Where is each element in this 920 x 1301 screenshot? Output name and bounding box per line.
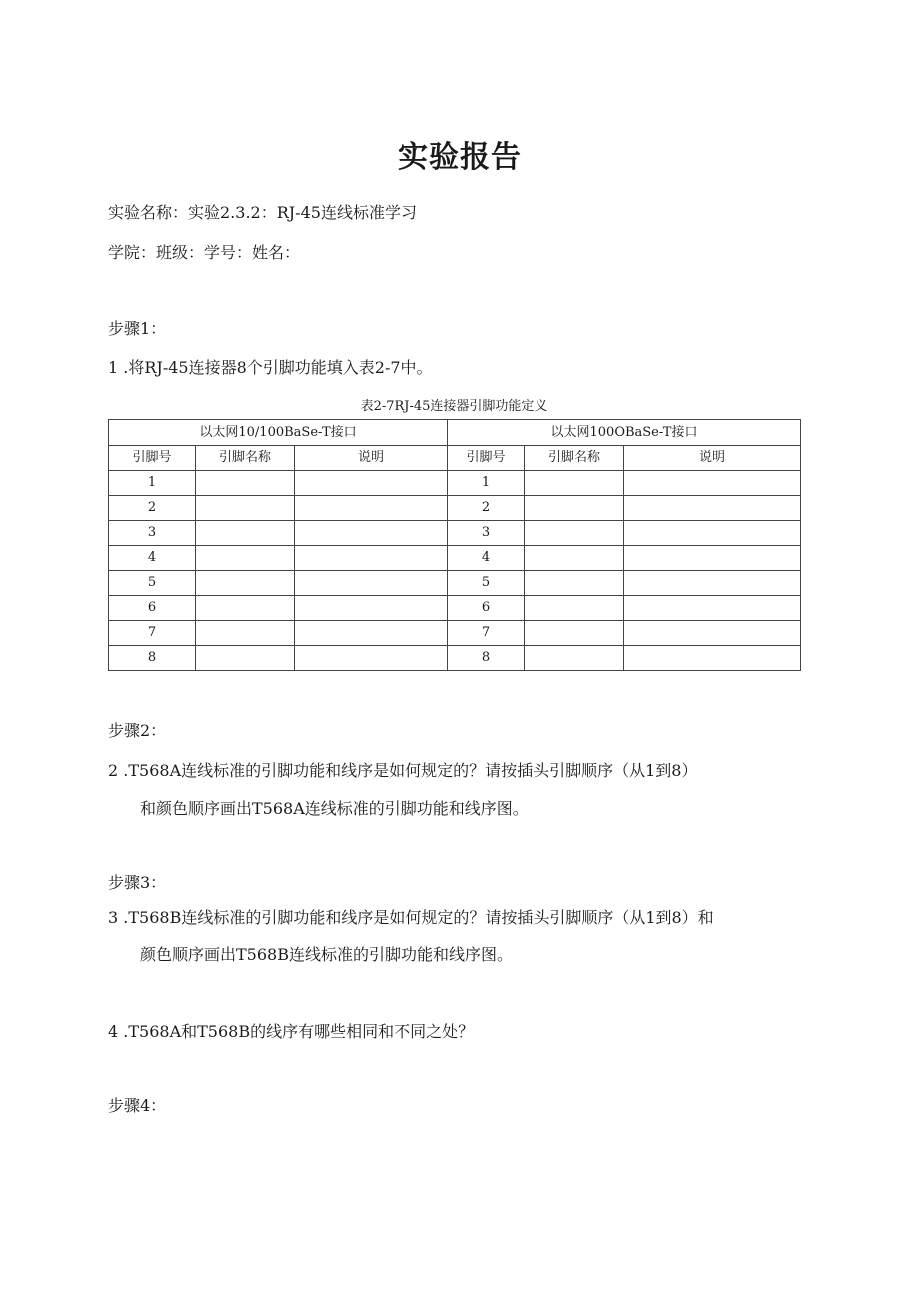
- pin-name-cell[interactable]: [196, 521, 295, 546]
- pin-number-cell: 6: [448, 596, 525, 621]
- table-row: [109, 496, 801, 521]
- description-cell[interactable]: [295, 621, 448, 646]
- pin-number-cell: 8: [448, 646, 525, 671]
- description-cell[interactable]: [295, 571, 448, 596]
- pin-number-cell: 7: [109, 621, 196, 646]
- column-header-description: 说明: [624, 446, 801, 471]
- table-row: [109, 571, 801, 596]
- description-cell[interactable]: [624, 621, 801, 646]
- description-cell[interactable]: [624, 521, 801, 546]
- question-3-line-1: 3 .T568B连线标准的引脚功能和线序是如何规定的？请按插头引脚顺序（从1到8）和: [108, 908, 714, 927]
- pin-name-cell[interactable]: [525, 521, 624, 546]
- pin-name-cell[interactable]: [525, 621, 624, 646]
- description-cell[interactable]: [295, 496, 448, 521]
- pin-number-cell: 1: [109, 471, 196, 496]
- question-4: 4 .T568A和T568B的线序有哪些相同和不同之处？: [108, 1022, 475, 1041]
- step3-label: 步骤3：: [108, 873, 167, 892]
- pin-name-cell[interactable]: [525, 571, 624, 596]
- question-1: 1 .将RJ-45连接器8个引脚功能填入表2-7中。: [108, 358, 433, 377]
- description-cell[interactable]: [624, 646, 801, 671]
- table-row: [109, 471, 801, 496]
- pin-name-cell[interactable]: [525, 546, 624, 571]
- pin-name-cell[interactable]: [196, 471, 295, 496]
- pin-number-cell: 2: [448, 496, 525, 521]
- pin-number-cell: 5: [109, 571, 196, 596]
- pin-name-cell[interactable]: [525, 596, 624, 621]
- pin-number-cell: 5: [448, 571, 525, 596]
- pin-number-cell: 6: [109, 596, 196, 621]
- table-row: [109, 646, 801, 671]
- description-cell[interactable]: [295, 471, 448, 496]
- pin-number-cell: 3: [109, 521, 196, 546]
- pin-name-cell[interactable]: [196, 496, 295, 521]
- description-cell[interactable]: [624, 546, 801, 571]
- description-cell[interactable]: [295, 546, 448, 571]
- pin-name-cell[interactable]: [525, 471, 624, 496]
- table-caption: 表2-7RJ-45连接器引脚功能定义: [360, 399, 548, 414]
- table-group-header-row: [109, 420, 801, 446]
- column-header-pin-name: 引脚名称: [196, 446, 295, 471]
- pin-number-cell: 8: [109, 646, 196, 671]
- table-row: [109, 596, 801, 621]
- description-cell[interactable]: [624, 496, 801, 521]
- column-header-description: 说明: [295, 446, 448, 471]
- description-cell[interactable]: [295, 646, 448, 671]
- step2-label: 步骤2：: [108, 721, 167, 740]
- column-header-pin-name: 引脚名称: [525, 446, 624, 471]
- pin-name-cell[interactable]: [196, 621, 295, 646]
- step1-label: 步骤1：: [108, 319, 167, 338]
- pin-number-cell: 1: [448, 471, 525, 496]
- question-2-line-2: 和颜色顺序画出T568A连线标准的引脚功能和线序图。: [140, 799, 529, 818]
- pin-number-cell: 3: [448, 521, 525, 546]
- description-cell[interactable]: [624, 471, 801, 496]
- pin-name-cell[interactable]: [196, 546, 295, 571]
- pin-name-cell[interactable]: [525, 646, 624, 671]
- table-row: [109, 621, 801, 646]
- experiment-name: 实验名称：实验2.3.2：RJ-45连线标准学习: [108, 203, 417, 222]
- column-header-pin-number: 引脚号: [109, 446, 196, 471]
- student-info-line: 学院：班级：学号：姓名：: [108, 243, 301, 262]
- pin-number-cell: 4: [109, 546, 196, 571]
- table-row: [109, 521, 801, 546]
- pin-number-cell: 7: [448, 621, 525, 646]
- pin-name-cell[interactable]: [196, 646, 295, 671]
- table-column-header-row: [109, 446, 801, 471]
- question-3-line-2: 颜色顺序画出T568B连线标准的引脚功能和线序图。: [140, 945, 513, 964]
- group-header-10-100base-t: 以太网10/100BaSe-T接口: [109, 420, 448, 446]
- pin-name-cell[interactable]: [525, 496, 624, 521]
- column-header-pin-number: 引脚号: [448, 446, 525, 471]
- pin-number-cell: 2: [109, 496, 196, 521]
- pin-number-cell: 4: [448, 546, 525, 571]
- pin-definition-table: [108, 419, 801, 671]
- pin-name-cell[interactable]: [196, 571, 295, 596]
- pin-name-cell[interactable]: [196, 596, 295, 621]
- description-cell[interactable]: [624, 571, 801, 596]
- question-2-line-1: 2 .T568A连线标准的引脚功能和线序是如何规定的？请按插头引脚顺序（从1到8）: [108, 761, 698, 780]
- table-row: [109, 546, 801, 571]
- description-cell[interactable]: [295, 596, 448, 621]
- description-cell[interactable]: [624, 596, 801, 621]
- page-title: 实验报告: [398, 140, 522, 175]
- description-cell[interactable]: [295, 521, 448, 546]
- step4-label: 步骤4：: [108, 1096, 167, 1115]
- group-header-1000base-t: 以太网100OBaSe-T接口: [448, 420, 801, 446]
